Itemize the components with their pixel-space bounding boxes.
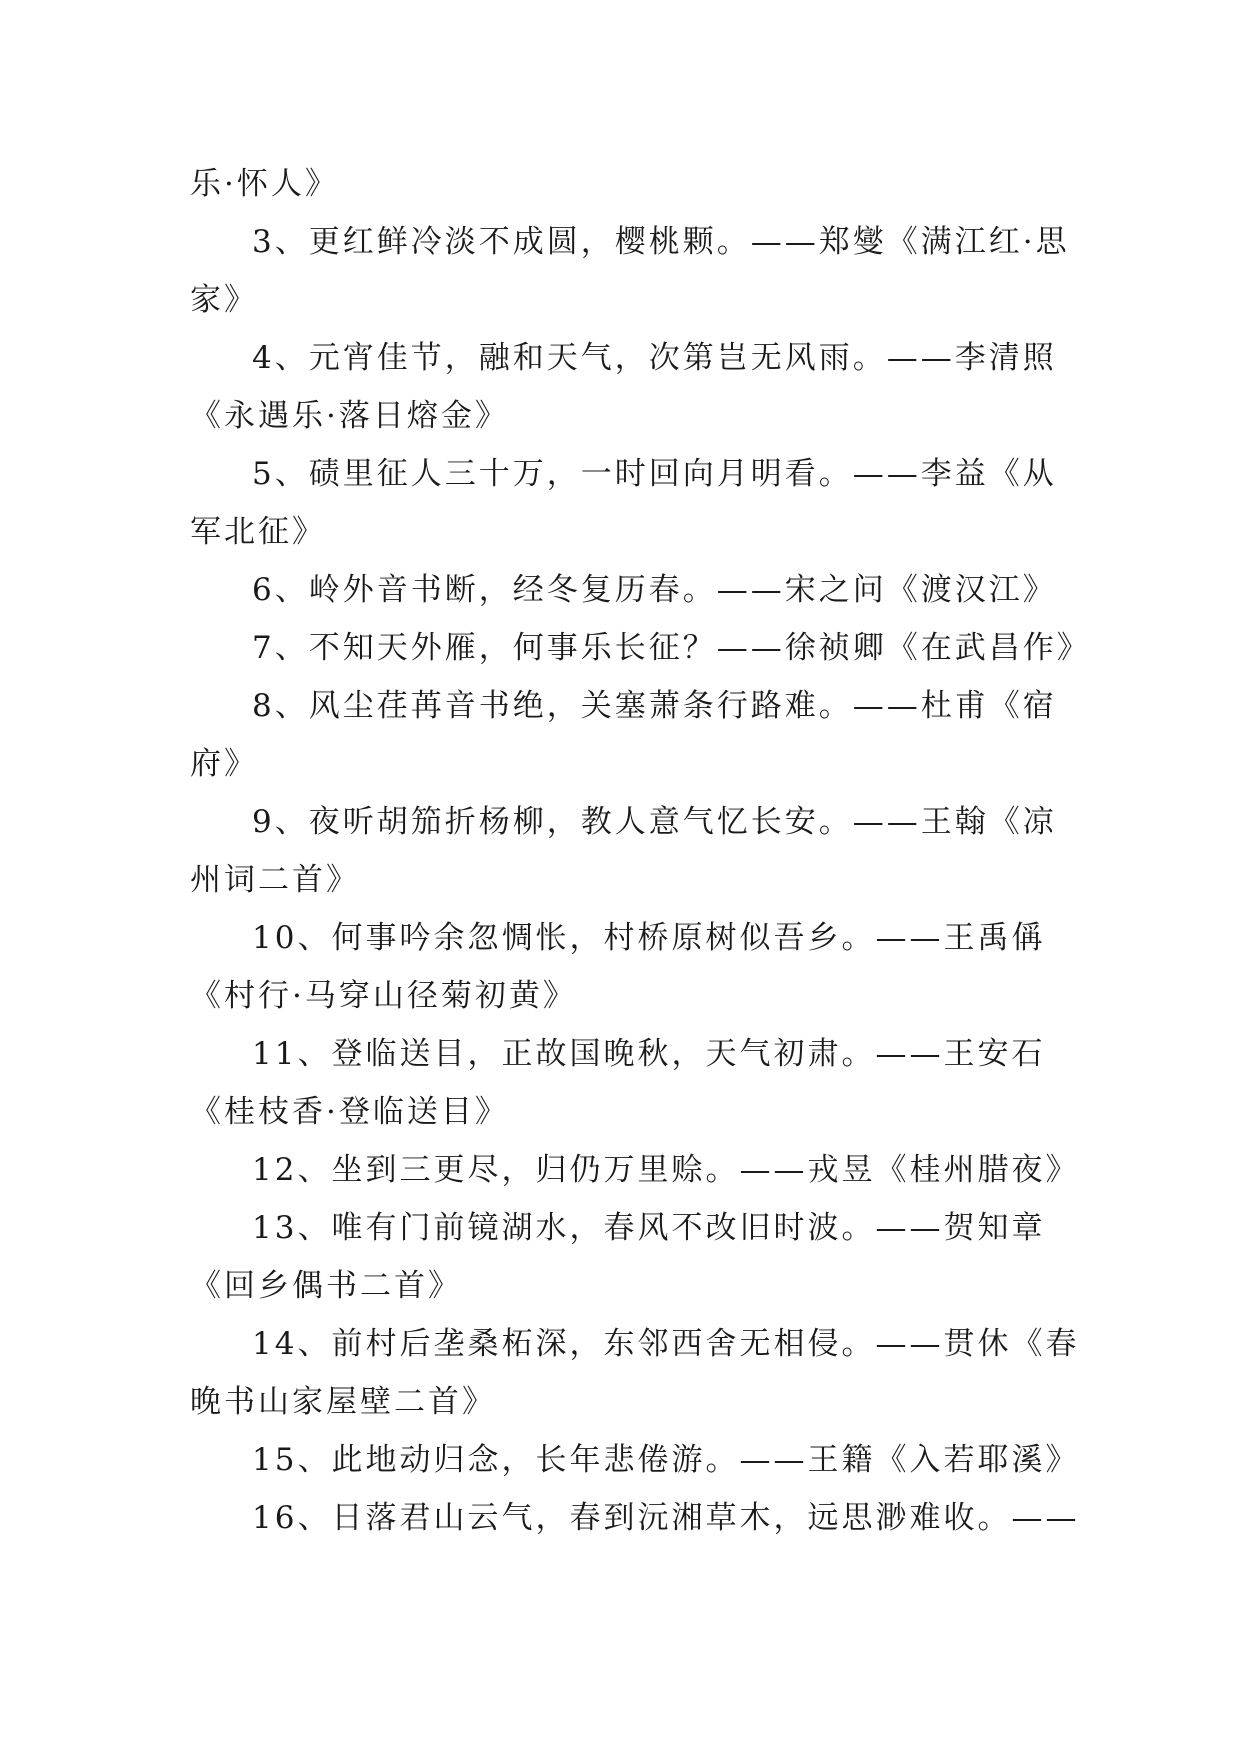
document-body: [190, 155, 1091, 1547]
text-line: 13、唯有门前镜湖水，春风不改旧时波。——贺知章: [252, 1210, 1046, 1246]
text-line: 16、日落君山云气，春到沅湘草木，远思渺难收。——: [252, 1500, 1080, 1536]
text-line: 《永遇乐·落日熔金》: [190, 398, 509, 434]
text-line: 8、风尘荏苒音书绝，关塞萧条行路难。——杜甫《宿: [252, 688, 1057, 724]
text-line: 乐·怀人》: [190, 166, 339, 202]
text-line: 《村行·马穿山径菊初黄》: [190, 978, 577, 1014]
text-line: 11、登临送目，正故国晚秋，天气初肃。——王安石: [252, 1036, 1046, 1072]
text-line: 家》: [190, 282, 258, 318]
text-line: 6、岭外音书断，经冬复历春。——宋之问《渡汉江》: [252, 572, 1057, 608]
text-line: 军北征》: [190, 514, 326, 550]
text-line: 7、不知天外雁，何事乐长征？——徐祯卿《在武昌作》: [252, 630, 1091, 666]
text-line: 4、元宵佳节，融和天气，次第岂无风雨。——李清照: [252, 340, 1057, 376]
text-line: 10、何事吟余忽惆怅，村桥原树似吾乡。——王禹偁: [252, 920, 1046, 956]
text-line: 12、坐到三更尽，归仍万里赊。——戎昱《桂州腊夜》: [252, 1152, 1080, 1188]
text-line: 5、碛里征人三十万，一时回向月明看。——李益《从: [252, 456, 1057, 492]
text-line: 15、此地动归念，长年悲倦游。——王籍《入若耶溪》: [252, 1442, 1080, 1478]
text-line: 3、更红鲜冷淡不成圆，樱桃颗。——郑燮《满江红·思: [252, 224, 1070, 260]
text-line: 14、前村后垄桑柘深，东邻西舍无相侵。——贯休《春: [252, 1326, 1080, 1362]
text-line: 州词二首》: [190, 862, 360, 898]
text-line: 晚书山家屋壁二首》: [190, 1384, 496, 1420]
text-line: 《回乡偶书二首》: [190, 1268, 462, 1304]
text-line: 《桂枝香·登临送目》: [190, 1094, 509, 1130]
text-line: 9、夜听胡笳折杨柳，教人意气忆长安。——王翰《凉: [252, 804, 1057, 840]
text-line: 府》: [190, 746, 258, 782]
